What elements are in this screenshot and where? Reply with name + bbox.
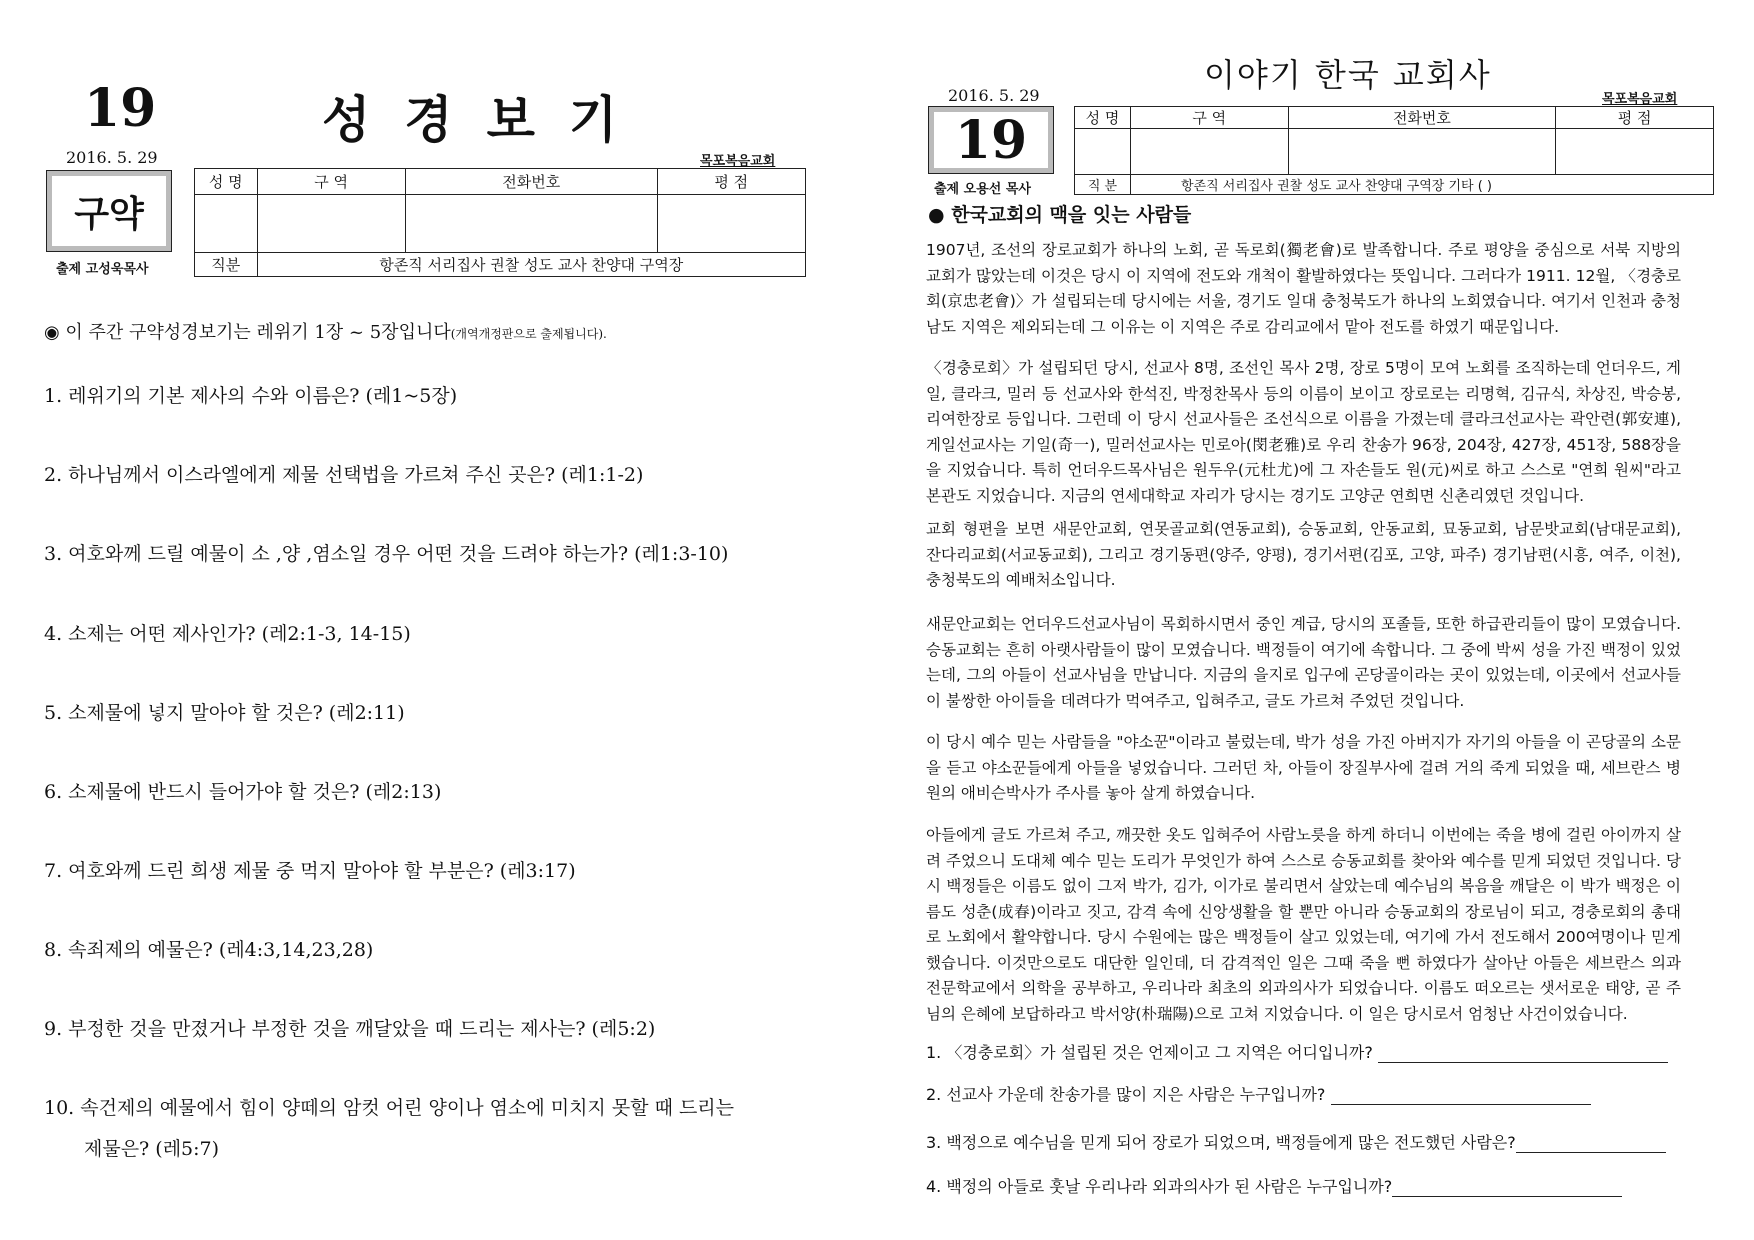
right-info-table: [1074, 106, 1714, 195]
phone-field[interactable]: [405, 195, 657, 253]
left-question-10-cont: 제물은? (레5:7): [84, 1138, 220, 1160]
header-name: 성 명: [1075, 107, 1131, 129]
header-district: 구 역: [257, 169, 405, 195]
header-name: 성 명: [195, 169, 258, 195]
right-issue-box: [928, 106, 1054, 174]
left-page-title: 성경보기: [322, 90, 652, 149]
left-issue-number: 19: [84, 78, 157, 139]
answer-line-1[interactable]: [1378, 1048, 1668, 1063]
left-org: 목포복음교회: [700, 154, 776, 169]
name-field[interactable]: [1075, 129, 1131, 175]
left-question-1: 1. 레위기의 기본 제사의 수와 이름은? (레1~5장): [44, 385, 458, 407]
right-question-1: 1. 〈경충로회〉가 설립된 것은 언제이고 그 지역은 어디입니까?: [926, 1040, 1668, 1063]
left-question-10: 10. 속건제의 예물에서 힘이 양떼의 암컷 어린 양이나 염소에 미치지 못할 때 드리는: [44, 1097, 735, 1119]
left-date: 2016. 5. 29: [66, 148, 158, 167]
paragraph-6: 아들에게 글도 가르쳐 주고, 깨끗한 옷도 입혀주어 사람노릇을 하게 하더니 이번에는 죽을 병에 걸린 아이까지 살려 주었으니 도대체 예수 믿는 도리가 무엇인가 하여 스스로 승동교회를 찾아와 예수를 믿게 되었던 것입니다. 당시 백정들은 이름도 없이 그저 박가, 김가, 이가로 불리면서 살았는데 예수님의 복음을 깨달은 이 박가 백정은 이름도 성춘(成春)이라고 짓고, 감격 속에 신앙생활을 할 뿐만 아니라 승동교회의 장로님이 되고, 경충로회의 총대로 노회에서 활약합니다. 당시 수원에는 많은 백정들이 살고 있었는데, 여기에 가서 전도해서 200여명이나 믿게 했습니다. 이것만으로도 대단한 일인데, 더 감격적인 일은 그때 죽을 뻔 하였다가 살아난 아들은 세브란스 의과 전문학교에서 의학을 공부하고, 우리나라 최초의 외과의사가 되었습니다. 이름도 떠오르는 샛서로운 태양, 곧 주님의 은혜에 보답하라고 박서양(朴瑞陽)으로 고쳐 지었습니다. 이 일은 당시로서 엄청난 사건이었습니다.: [926, 826, 1681, 1023]
left-question-4: 4. 소제는 어떤 제사인가? (레2:1-3, 14-15): [44, 623, 411, 645]
paragraph-1: 1907년, 조선의 장로교회가 하나의 노회, 곧 독로회(獨老會)로 발족합니다. 주로 평양을 중심으로 서북 지방의 교회가 많았는데 이것은 당시 이 지역에 전도와 개척이 활발하였다는 뜻입니다. 그러다가 1911. 12월, 〈경충로회(京忠老會)〉가 설립되는데 당시에는 서울, 경기도 일대 충청북도가 하나의 노회였습니다. 여기서 인천과 충청남도 지역은 제외되는데 그 이유는 이 지역은 주로 감리교에서 맡아 전도를 하였기 때문입니다.: [926, 241, 1681, 336]
left-info-table: [194, 168, 806, 277]
left-question-9: 9. 부정한 것을 만졌거나 부정한 것을 깨달았을 때 드리는 제사는? (레5:2): [44, 1018, 656, 1040]
testament-box: [46, 170, 172, 252]
left-question-8: 8. 속죄제의 예물은? (레4:3,14,23,28): [44, 939, 374, 961]
district-field[interactable]: [1130, 129, 1288, 175]
district-field[interactable]: [257, 195, 405, 253]
left-author: 출제 고성욱목사: [56, 262, 149, 277]
right-question-2: 2. 선교사 가운데 찬송가를 많이 지은 사람은 누구입니까?: [926, 1082, 1591, 1105]
header-score: 평 점: [657, 169, 805, 195]
name-field[interactable]: [195, 195, 258, 253]
paragraph-4: 새문안교회는 언더우드선교사님이 목회하시면서 중인 계급, 당시의 포졸들, 또한 하급관리들이 많이 모였습니다. 승동교회는 흔히 아랫사람들이 많이 모였습니다. 백정들이 여기에 속합니다. 그 중에 박씨 성을 가진 백정이 있었는데, 그의 아들이 선교사님을 만납니다. 지금의 을지로 입구에 곤당골이라는 곳이 있었는데, 이곳에서 선교사들이 불쌍한 아이들을 데려다가 먹여주고, 입혀주고, 글도 가르쳐 주었던 것입니다.: [926, 615, 1681, 710]
right-page-title: 이야기 한국 교회사: [1204, 56, 1492, 94]
role-options[interactable]: 항존직 서리집사 권찰 성도 교사 찬양대 구역장 기타 ( ): [1130, 175, 1713, 195]
left-question-3: 3. 여호와께 드릴 예물이 소 ,양 ,염소일 경우 어떤 것을 드려야 하는가? (레1:3-10): [44, 543, 729, 565]
header-phone: 전화번호: [405, 169, 657, 195]
right-author: 출제 오용선 목사: [934, 182, 1031, 197]
role-label: 직 분: [1075, 175, 1131, 195]
left-question-5: 5. 소제물에 넣지 말아야 할 것은? (레2:11): [44, 702, 405, 724]
header-district: 구 역: [1130, 107, 1288, 129]
right-date: 2016. 5. 29: [948, 86, 1040, 105]
left-question-2: 2. 하나님께서 이스라엘에게 제물 선택법을 가르쳐 주신 곳은? (레1:1-2): [44, 464, 644, 486]
left-question-7: 7. 여호와께 드린 희생 제물 중 먹지 말아야 할 부분은? (레3:17): [44, 860, 576, 882]
answer-line-2[interactable]: [1331, 1090, 1591, 1105]
answer-line-4[interactable]: [1392, 1182, 1622, 1197]
right-question-4: 4. 백정의 아들로 훗날 우리나라 외과의사가 된 사람은 누구입니까?: [926, 1174, 1622, 1197]
intro-text: ◉ 이 주간 구약성경보기는 레위기 1장 ~ 5장입니다: [44, 322, 451, 343]
header-phone: 전화번호: [1288, 107, 1556, 129]
right-question-3: 3. 백정으로 예수님을 믿게 되어 장로가 되었으며, 백정들에게 많은 전도했던 사람은?: [926, 1130, 1666, 1153]
header-score: 평 점: [1556, 107, 1714, 129]
paragraph-2: 〈경충로회〉가 설립되던 당시, 선교사 8명, 조선인 목사 2명, 장로 5명이 모여 노회를 조직하는데 언더우드, 게일, 클라크, 밀러 등 선교사와 한석진, 박정찬목사 등의 이름이 보이고 장로로는 리명혁, 김규식, 차상진, 박승봉, 리여한장로 등입니다. 그런데 이 당시 선교사들은 조선식으로 이름을 가졌는데 클라크선교사는 곽안련(郭安連), 게일선교사는 기일(奇一), 밀러선교사는 민로아(閔老雅)로 우리 찬송가 96장, 204장, 427장, 451장, 588장을 을 지었습니다. 특히 언더우드목사님은 원두우(元杜尤)에 그 자손들도 원(元)씨로 하고 스스로 "연희 원씨"라고 본관도 지었습니다. 지금의 연세대학교 자리가 당시는 경기도 고양군 연희면 신촌리였던 것입니다.: [926, 359, 1681, 505]
intro-note: (개역개정판으로 출제됩니다).: [450, 327, 607, 341]
right-issue-number: 19: [954, 109, 1028, 171]
left-intro: [44, 318, 607, 344]
paragraph-5: 이 당시 예수 믿는 사람들을 "야소꾼"이라고 불렀는데, 박가 성을 가진 아버지가 자기의 아들을 이 곤당골의 소문을 듣고 야소꾼들에게 아들을 넣었습니다. 그러던 차, 아들이 장질부사에 걸려 거의 죽게 되었을 때, 세브란스 병원의 애비슨박사가 주사를 놓아 살게 하였습니다.: [926, 733, 1681, 802]
left-question-6: 6. 소제물에 반드시 들어가야 할 것은? (레2:13): [44, 781, 442, 803]
paragraph-3: 교회 형편을 보면 새문안교회, 연못골교회(연동교회), 승동교회, 안동교회, 묘동교회, 남문밧교회(남대문교회), 잔다리교회(서교동교회), 그리고 경기동편(양주, 양평), 경기서편(김포, 고양, 파주) 경기남편(시흥, 여주, 이천), 충청북도의 예배처소입니다.: [926, 520, 1681, 589]
section-title: ● 한국교회의 맥을 잇는 사람들: [928, 204, 1192, 226]
score-field[interactable]: [657, 195, 805, 253]
role-options[interactable]: 항존직 서리집사 권찰 성도 교사 찬양대 구역장: [257, 253, 806, 277]
testament-label: 구약: [74, 193, 144, 235]
right-org: 목포복음교회: [1602, 92, 1678, 107]
phone-field[interactable]: [1288, 129, 1556, 175]
answer-line-3[interactable]: [1516, 1138, 1666, 1153]
role-label: 직분: [195, 253, 258, 277]
score-field[interactable]: [1556, 129, 1714, 175]
